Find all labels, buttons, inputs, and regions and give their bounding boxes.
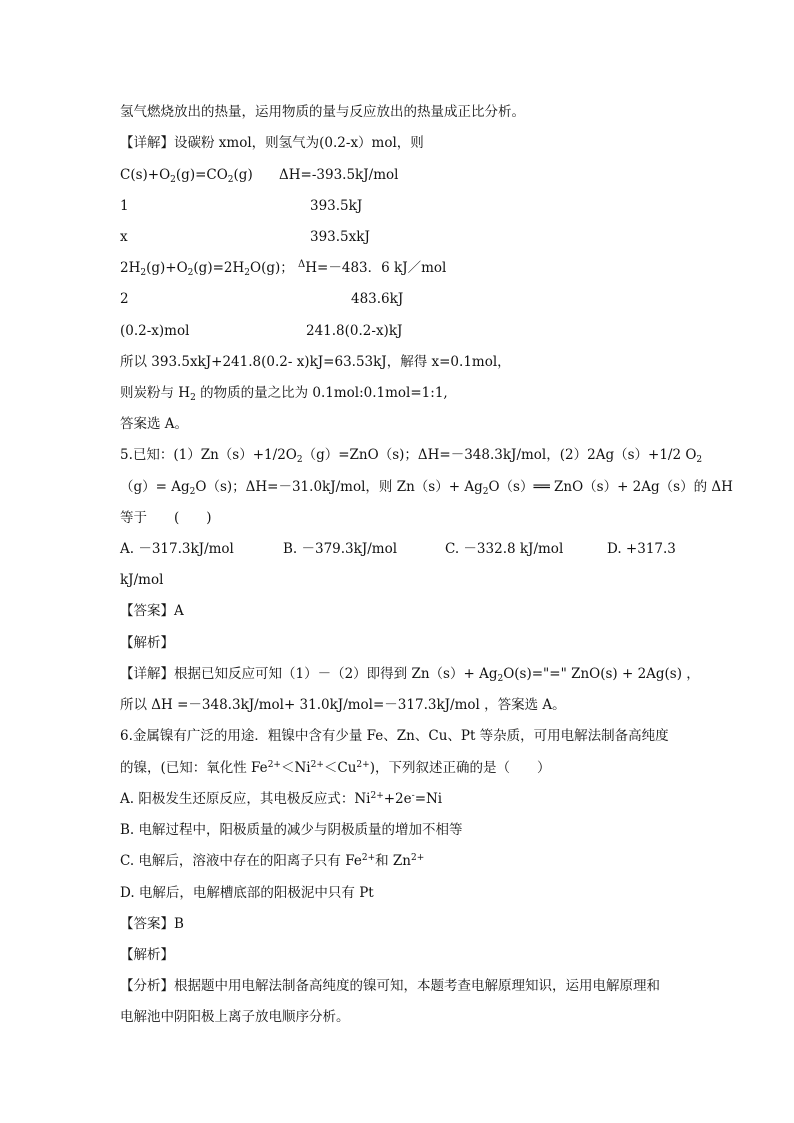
question-5-stem: 等于 ( ) (120, 510, 212, 526)
detail-line: 【详解】根据已知反应可知（1）－（2）即得到 $Zn(s)+ Ag_2O(s)="=$" ZnO(s) + 2Ag(s) ， (120, 666, 700, 684)
question-5-options (120, 540, 680, 558)
ratio-row: x 393.5xkJ (120, 229, 370, 245)
answer-label: 【答案】B (120, 916, 184, 932)
option-b: B. 电解过程中，阳极质量的减少与阴极质量的增加不相等 (120, 822, 463, 838)
answer-line: 答案选 A。 (120, 416, 189, 432)
detail-line: 所以 ΔH =－348.3kJ/mol+ 31.0kJ/mol=－317.3kJ/mol ，答案选 A。 (120, 697, 566, 713)
analysis-label: 【解析】 (120, 947, 174, 963)
answer-label: 【答案】A (120, 603, 184, 619)
analysis-line: 【分析】根据题中用电解法制备高纯度的镍可知，本题考查电解原理知识，运用电解原理和 (120, 978, 660, 994)
equation-hydrogen: $2H_2(g)+O_2(g)=2H_2O(g)$； $^\Delta$H=－483．6 kJ／mol (120, 259, 447, 278)
text-line: 所以 393.5xkJ+241.8(0.2- x)kJ=63.53kJ，解得 x=0.1mol， (120, 354, 511, 370)
option-c: C. 电解后，溶液中存在的阳离子只有 $Fe^{2+}$和 $Zn^{2+}$ (120, 853, 425, 869)
option-d: D. +317.3 (607, 541, 676, 557)
ratio-row: 1 393.5kJ (120, 198, 363, 214)
equation-carbon: $C(s)+O_2(g)=CO_2(g)$ ΔH=-393.5kJ/mol (120, 167, 399, 185)
question-6-stem: 的镍，(已知：氧化性 $Fe^{2+}<Ni^{2+}<Cu^{2+}$)，下列叙述正确的是（ ） (120, 760, 551, 776)
ratio-row: (0.2-x)mol 241.8(0.2-x)kJ (120, 323, 403, 339)
text-line: 则炭粉与 $H_2$ 的物质的量之比为 0.1mol:0.1mol=1:1, (120, 385, 448, 403)
analysis-label: 【解析】 (120, 635, 174, 651)
question-6-stem: 6.金属镍有广泛的用途．粗镍中含有少量 Fe、Zn、Cu、Pt 等杂质，可用电解法制备高纯度 (120, 728, 669, 744)
question-5-stem: 5.已知：$(1)Zn(s)+1/2O_2(g)=ZnO(s)$；ΔH=－348.3kJ/mol，(2）2Ag（s）+1/2 $O_2$ (120, 447, 703, 465)
option-a: A. 阳极发生还原反应，其电极反应式：$Ni^{2+}+2e^-=Ni$ (120, 791, 443, 807)
detail-heading-line: 【详解】设碳粉 xmol，则氢气为(0.2-x）mol，则 (120, 135, 424, 151)
option-a: A. －317.3kJ/mol (120, 541, 234, 557)
text-line: 氢气燃烧放出的热量，运用物质的量与反应放出的热量成正比分析。 (120, 104, 525, 120)
analysis-line: 电解池中阴阳极上离子放电顺序分析。 (120, 1009, 350, 1025)
option-c: C. －332.8 kJ/mol (445, 541, 564, 557)
option-d: D. 电解后，电解槽底部的阳极泥中只有 Pt (120, 885, 374, 901)
question-5-stem: $(g)= Ag_2O(s)$；ΔH=－31.0kJ/mol，则 $Zn(s)+ Ag_2O(s)══$ ZnO（s）+ 2Ag（s）的 ΔH (120, 479, 733, 497)
ratio-row: 2 483.6kJ (120, 291, 404, 307)
option-d-continued: kJ/mol (120, 572, 164, 588)
option-b: B. －379.3kJ/mol (283, 541, 398, 557)
